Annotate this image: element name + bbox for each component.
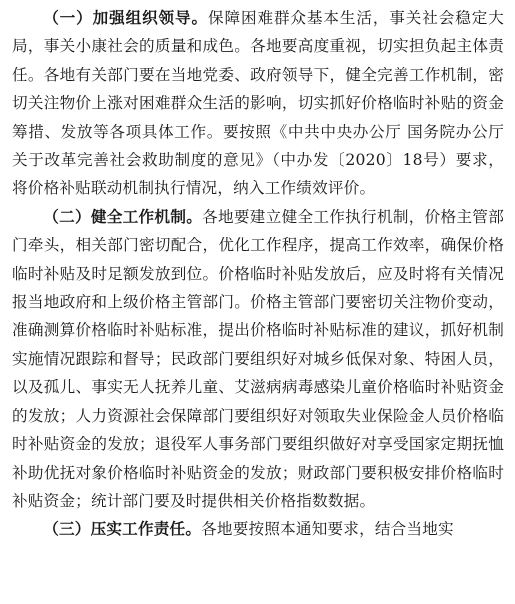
section-3-body: 各地要按照本通知要求，结合当地实: [201, 520, 454, 539]
section-2-heading: （二）健全工作机制。: [43, 207, 203, 226]
section-1: [12, 4, 504, 203]
section-2-body: 各地要建立健全工作执行机制，价格主管部门牵头，相关部门密切配合，优化工作程序，提高工作效率，确保价格临时补贴及时足额发放到位。价格临时补贴发放后，应及时将有关情况报当地政府和上级价格主管部门。价格主管部门要密切关注物价变动，准确测算价格临时补贴标准，提出价格临时补贴标准的建议，抓好机制实施情况跟踪和督导；民政部门要组织好对城乡低保对象、特困人员，以及孤儿、事实无人抚养儿童、艾滋病病毒感染儿童价格临时补贴资金的发放；人力资源社会保障部门要组织好对领取失业保险金人员价格临时补贴资金的发放；退役军人事务部门要组织做好对享受国家定期抚恤补助优抚对象价格临时补贴资金的发放；财政部门要积极安排价格临时补贴资金；统计部门要及时提供相关价格指数数据。: [12, 207, 504, 510]
section-1-heading: （一）加强组织领导。: [43, 9, 209, 27]
section-3-heading: （三）压实工作责任。: [43, 520, 202, 539]
section-1-reference: 《中共中央办公厅 国务院办公厅关于改革完善社会救助制度的意见》（中办发〔2020〕18号）: [12, 122, 504, 170]
section-3: [12, 515, 504, 543]
document-body: [12, 4, 504, 544]
section-1-body-after: 要求，将价格补贴联动机制执行情况，纳入工作绩效评价。: [12, 151, 504, 198]
section-2: [12, 203, 504, 515]
section-1-body-before: 保障困难群众基本生活，事关社会稳定大局，事关小康社会的质量和成色。各地要高度重视，切实担负起主体责任。各地有关部门要在当地党委、政府领导下，健全完善工作机制，密切关注物价上涨对困难群众生活的影响，切实抓好价格临时补贴的资金筹措、发放等各项具体工作。要按照: [12, 9, 504, 141]
